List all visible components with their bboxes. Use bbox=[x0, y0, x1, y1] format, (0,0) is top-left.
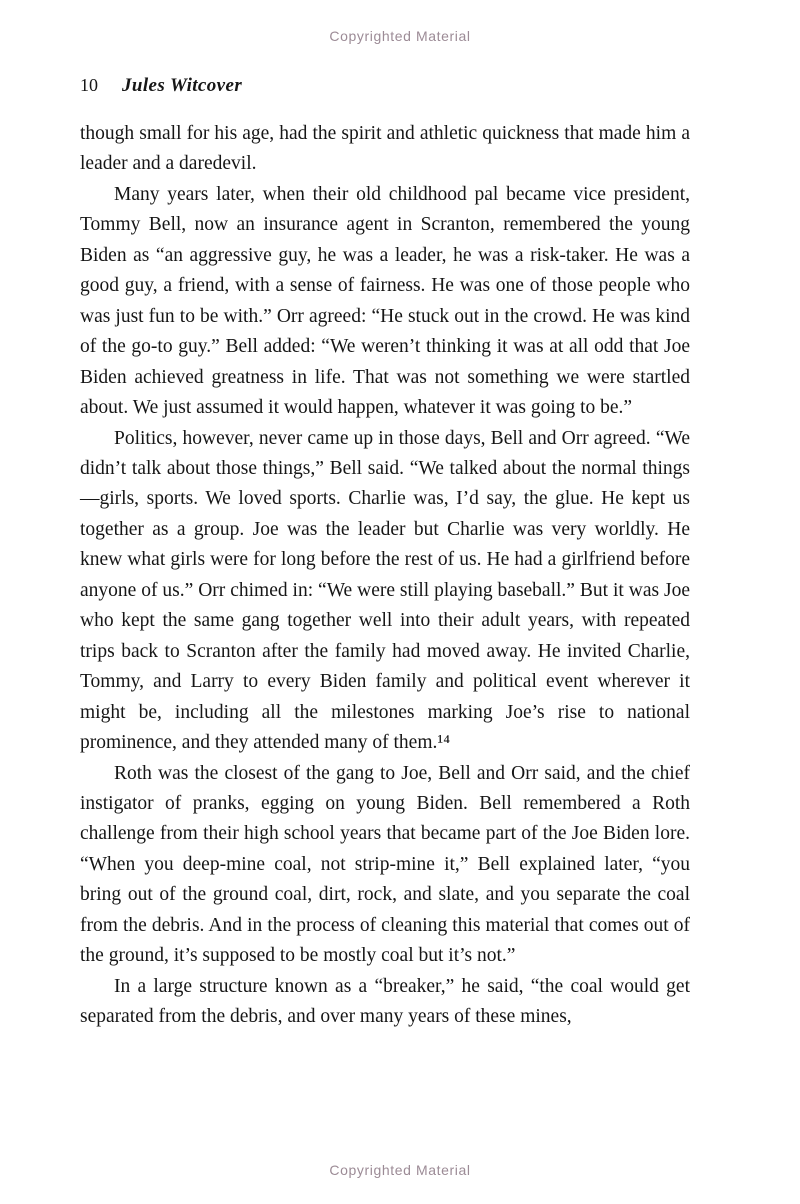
copyright-notice-top: Copyrighted Material bbox=[329, 28, 471, 44]
paragraph: Politics, however, never came up in those days, Bell and Orr agreed. “We didn’t talk about those things,” Bell said. “We talked about the normal things—girls, sports. We loved sports. Charlie was, I’d say, the glue. He kept us together as a group. Joe was the leader but Charlie was very worldly. He knew what girls were for long before the rest of us. He had a girlfriend before anyone of us.” Orr chimed in: “We were still playing baseball.” But it was Joe who kept the same gang together well into their adult years, with repeated trips back to Scranton after the family had moved away. He invited Charlie, Tommy, and Larry to every Biden family and political event wherever it might be, including all the milestones marking Joe’s rise to national prominence, and they attended many of them.¹⁴ bbox=[80, 427, 690, 754]
paragraph-continuation: though small for his age, had the spirit and athletic quickness that made him a leader and a daredevil. bbox=[80, 123, 690, 175]
paragraph: Many years later, when their old childhood pal became vice president, Tommy Bell, now an insurance agent in Scranton, remembered the young Biden as “an aggressive guy, he was a leader, he was a risk-taker. He was a good guy, a friend, with a sense of fairness. He was one of those people who was just fun to be with.” Orr agreed: “He stuck out in the crowd. He was kind of the go-to guy.” Bell added: “We weren’t thinking it was at all odd that Joe Biden achieved greatness in life. That was not something we were startled about. We just assumed it would happen, whatever it was going to be.” bbox=[80, 183, 690, 419]
paragraph: Roth was the closest of the gang to Joe, Bell and Orr said, and the chief instigator of pranks, egging on young Biden. Bell remembered a Roth challenge from their high school years that became part of the Joe Biden lore. “When you deep-mine coal, not strip-mine it,” Bell explained later, “you bring out of the ground coal, dirt, rock, and slate, and you separate the coal from the debris. And in the process of cleaning this material that comes out of the ground, it’s supposed to be mostly coal but it’s not.” bbox=[80, 762, 690, 967]
running-header-author: Jules Witcover bbox=[122, 75, 243, 96]
paragraph: In a large structure known as a “breaker,” he said, “the coal would get separated from the debris, and over many years of these mines, bbox=[80, 975, 690, 1028]
page-number: 10 bbox=[80, 75, 98, 95]
copyright-notice-bottom: Copyrighted Material bbox=[329, 1162, 471, 1178]
running-header bbox=[80, 75, 690, 97]
body-text bbox=[80, 119, 690, 1033]
